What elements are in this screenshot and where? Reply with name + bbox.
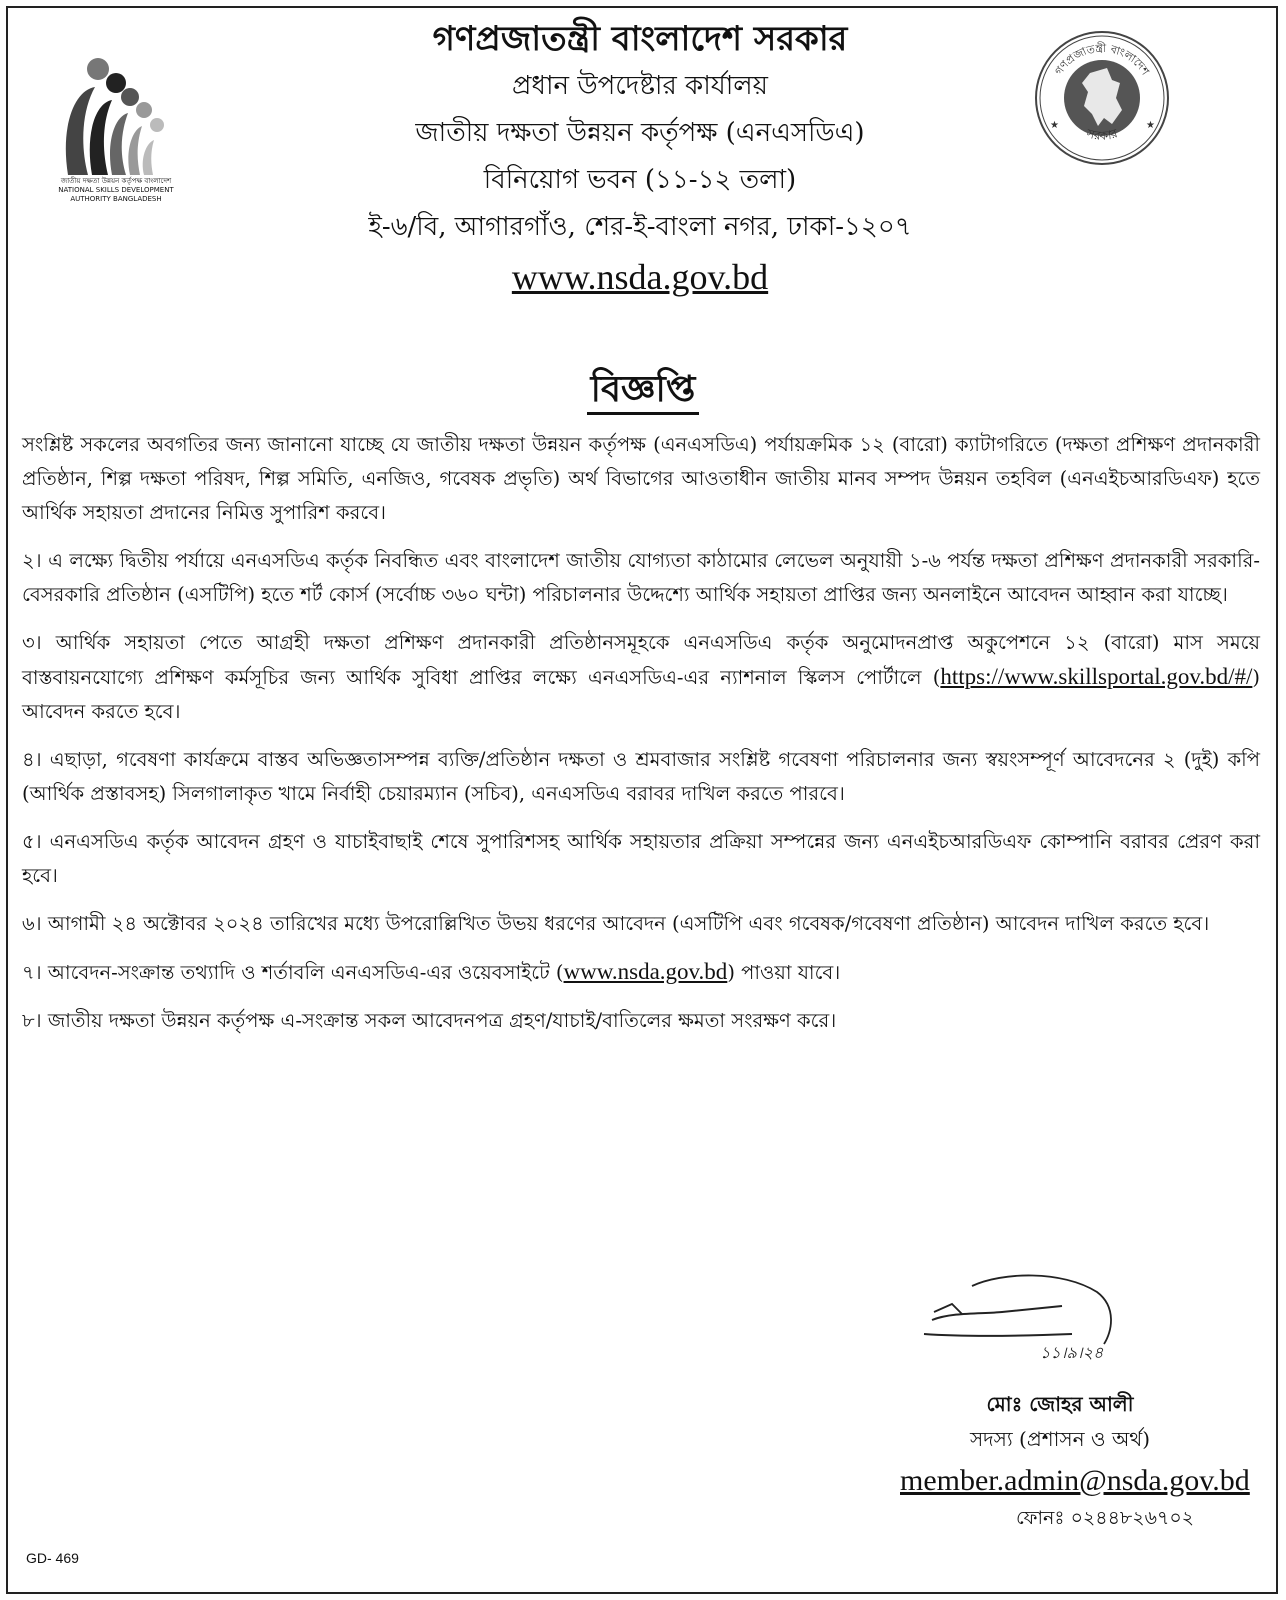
paragraph-5: ৫। এনএসডিএ কর্তৃক আবেদন গ্রহণ ও যাচাইবাছাই শেষে সুপারিশসহ আর্থিক সহায়তার প্রক্রিয়া সম্পন্নের জন্য এনএইচআরডিএফ কোম্পানি বরাবর প্রেরণ করা হবে। [22,830,1260,887]
paragraph-1: সংশ্লিষ্ট সকলের অবগতির জন্য জানানো যাচ্ছে যে জাতীয় দক্ষতা উন্নয়ন কর্তৃপক্ষ (এনএসডিএ) পর্যায়ক্রমিক ১২ (বারো) ক্যাটাগরিতে (দক্ষতা প্রশিক্ষণ প্রদানকারী প্রতিষ্ঠান, শিল্প দক্ষতা পরিষদ, শিল্প সমিতি, এনজিও, গবেষক প্রভৃতি) অর্থ বিভাগের আওতাধীন জাতীয় মানব সম্পদ উন্নয়ন তহবিল (এনএইচআরডিএফ) হতে আর্থিক সহায়তা প্রদানের নিমিত্ত সুপারিশ করবে। [22,433,1260,524]
building-name: বিনিয়োগ ভবন (১১-১২ তলা) [483,165,797,195]
signature-date: ১১।৯।২৪ [1040,1343,1104,1362]
authority-name: জাতীয় দক্ষতা উন্নয়ন কর্তৃপক্ষ (এনএসডিএ) [415,118,865,148]
paragraph-7-text: ৭। আবেদন-সংক্রান্ত তথ্যাদি ও শর্তাবলি এনএসডিএ-এর ওয়েবসাইটে ( [22,961,564,984]
logo-caption-bn: জাতীয় দক্ষতা উন্নয়ন কর্তৃপক্ষ বাংলাদেশ [60,177,172,185]
paragraph-3-text: ৩। আর্থিক সহায়তা পেতে আগ্রহী দক্ষতা প্রশিক্ষণ প্রদানকারী প্রতিষ্ঠানসমূহকে এনএসডিএ কর্তৃক অনুমোদনপ্রাপ্ত অকুপেশনে ১২ (বারো) মাস সময়ে বাস্তবায়নযোগ্যে প্রশিক্ষণ কর্মসূচির জন্য আর্থিক সুবিধা প্রাপ্তির লক্ষ্যে এনএসডিএ-এর ন্যাশনাল স্কিলস পোর্টালে ( [22,631,1260,689]
paragraph-3-end: ) আবেদন করতে হবে। [22,666,1260,723]
gd-number: GD- 469 [26,1550,79,1566]
signatory-role: সদস্য (প্রশাসন ও অর্থ) [969,1427,1151,1451]
letterhead [200,16,1080,303]
signatory-block [900,1387,1250,1535]
notice-body [22,428,1260,1052]
paragraph-7-end: ) পাওয়া যাবে। [727,961,841,984]
notice-title-wrap [0,362,1286,422]
signatory-phone: ফোনঃ ০২৪৪৮২৬৭০২ [1015,1507,1195,1529]
logo-caption-en: NATIONAL SKILLS DEVELOPMENT AUTHORITY BANGLADESH [58,186,174,203]
paragraph-8: ৮। জাতীয় দক্ষতা উন্নয়ন কর্তৃপক্ষ এ-সংক্রান্ত সকল আবেদনপত্র গ্রহণ/যাচাই/বাতিলের ক্ষমতা সংরক্ষণ করে। [22,1009,837,1032]
signature-icon [912,1262,1142,1372]
paragraph-6: ৬। আগামী ২৪ অক্টোবর ২০২৪ তারিখের মধ্যে উপরোল্লিখিত উভয় ধরণের আবেদন (এসটিপি এবং গবেষক/গবেষণা প্রতিষ্ঠান) আবেদন দাখিল করতে হবে। [22,912,1210,935]
address: ই-৬/বি, আগারগাঁও, শের-ই-বাংলা নগর, ঢাকা-১২০৭ [368,212,912,242]
paragraph-2: ২। এ লক্ষ্যে দ্বিতীয় পর্যায়ে এনএসডিএ কর্তৃক নিবন্ধিত এবং বাংলাদেশ জাতীয় যোগ্যতা কাঠামোর লেভেল অনুযায়ী ১-৬ পর্যন্ত দক্ষতা প্রশিক্ষণ প্রদানকারী সরকারি-বেসরকারি প্রতিষ্ঠান (এসটিপি) হতে শর্ট কোর্স (সর্বোচ্চ ৩৬০ ঘন্টা) পরিচালনার উদ্দেশ্যে আর্থিক সহায়তা প্রাপ্তির জন্য অনলাইনে আবেদন আহ্বান করা যাচ্ছে। [22,549,1260,606]
signatory-name: মোঃ জোহর আলী [986,1392,1134,1416]
skills-portal-link[interactable]: https://www.skillsportal.gov.bd/#/ [940,664,1253,689]
logo-caption [46,177,186,204]
government-title: গণপ্রজাতন্ত্রী বাংলাদেশ সরকার [432,19,848,59]
seal-top-text: গণপ্রজাতন্ত্রী বাংলাদেশ [1052,41,1152,78]
website-link[interactable]: www.nsda.gov.bd [511,257,769,297]
svg-text:★: ★ [1050,120,1059,131]
paragraph-4: ৪। এছাড়া, গবেষণা কার্যক্রমে বাস্তব অভিজ্ঞতাসম্পন্ন ব্যক্তি/প্রতিষ্ঠান দক্ষতা ও শ্রমবাজার সংশ্লিষ্ট গবেষণা পরিচালনার জন্য স্বয়ংসম্পূর্ণ আবেদনের ২ (দুই) কপি (আর্থিক প্রস্তাবসহ) সিলগালাকৃত খামে নির্বাহী চেয়ারম্যান (সচিব), এনএসডিএ বরাবর দাখিল করতে পারবে। [22,748,1260,805]
signatory-email[interactable]: member.admin@nsda.gov.bd [900,1464,1250,1497]
paragraph-3 [22,626,1260,729]
svg-text:★: ★ [1146,120,1155,131]
nsda-website-link[interactable]: www.nsda.gov.bd [563,959,728,984]
paragraph-7 [22,955,1260,990]
seal-bottom-text: সরকার [1084,126,1120,144]
office-name: প্রধান উপদেষ্টার কার্যালয় [512,71,768,101]
notice-title: বিজ্ঞপ্তি [587,368,700,415]
